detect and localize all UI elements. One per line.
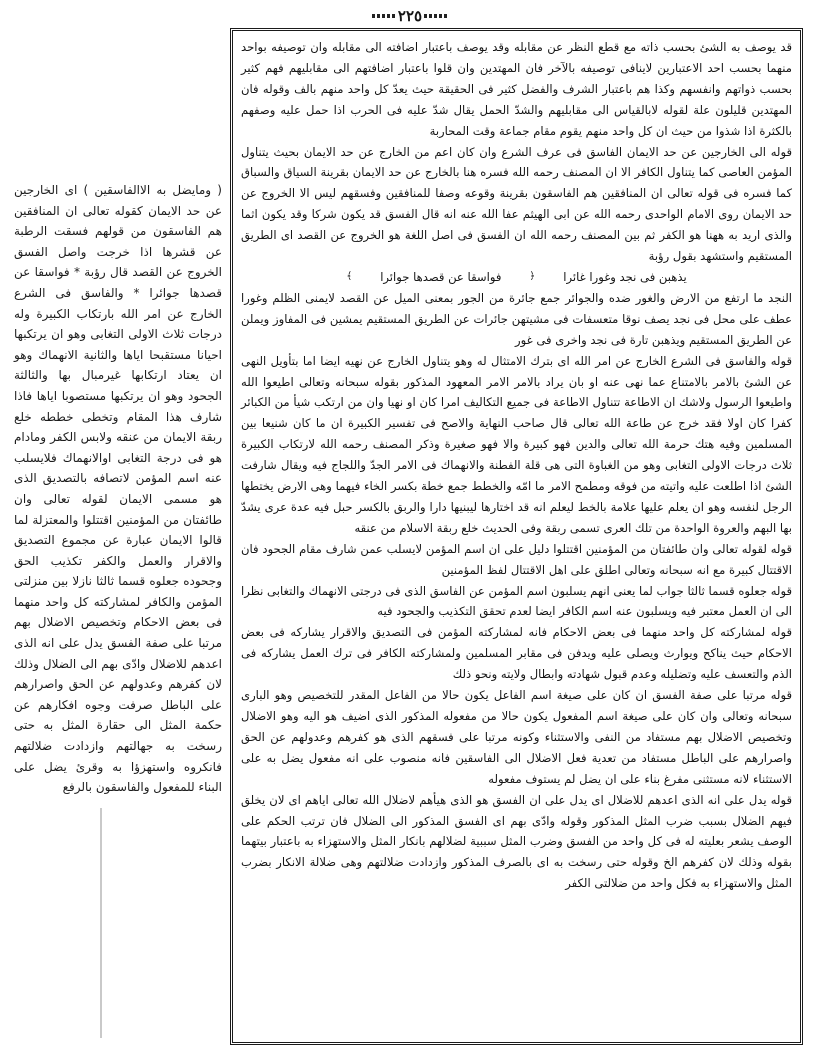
paragraph-3: النجد ما ارتفع من الارض والغور ضده والجوائر جمع جائرة من الجور بمعنى الميل عن القصد لايمنى الظلم وغورا عطف على محل فى نجد يصف نوقا متعسفات فى مشيتهن جائرات عن الطريق المستقيم يمشين فى المفاوز ويملن عن الطريق المستقيم ويذهبن تارة فى نجد واخرى فى غور [241,290,792,347]
paragraph-6: قوله جعلوه قسما ثالثا جواب لما يعنى انهم يسلبون اسم المؤمن عن الفاسق الذى فى درجتى الانهماك والتغابى نظرا الى ان العمل معتبر فيه ويسلبون عنه اسم الكافر ايضا لعدم تحقق التكذيب والجحود فيه [241,583,792,619]
verse-hemistich-2: فواسقا عن قصدها جوائرا [380,269,502,284]
paragraph-7: قوله لمشاركته كل واحد منهما فى بعض الاحكام فانه لمشاركته المؤمن فى التصديق والاقرار يشاركه فى بعض الاحكام حيث يناكح ويوارث ويصلى عليه ويدفن فى مقابر المسلمين ولمشاركته الكافر فى ترك العمل يشاركه فى الذم والتعسف عليه وتضليله وعدم قبول شهادته وابطال ولايته ونحو ذلك [241,625,792,682]
margin-divider [100,808,102,1038]
paragraph-5: قوله لقوله تعالى وان طائفتان من المؤمنين اقتتلوا دليل على ان اسم المؤمن لايسلب عمن شارف مقام الجحود فان الاقتتال كبيرة مع انه سبحانه وتعالى اطلق على اهل الاقتتال لفظ المؤمنين [241,541,792,577]
main-text [241,37,792,894]
paragraph-9: قوله يدل على انه الذى اعدهم للاضلال اى يدل على ان الفسق هو الذى هيأهم لاضلال الله تعالى اياهم اى لان يخلق فيهم الضلال بسبب ضرب المثل المذكور وقوله وادّى بهم اى الفسق المذكور الى الضلال فان ترتب الحكم على الوصف يشعر بعليته له فى كل واحد من الفسق وضرب المثل سببية لضلالهم بانكار المثل والاستهزاء به باعتبار بيتهما بقوله وذلك لان كفرهم الخ وقوله حتى رسخت به اى بالصرف المذكور وازدادت ضلالتهم وهى ضلالة الانكار بضرب المثل والاستهزاء به فكل واحد من ضلالتى الكفر [241,792,792,891]
poem-verse [241,267,792,288]
verse-end-mark: ﴾ [346,270,353,282]
paragraph-4: قوله والفاسق فى الشرع الخارج عن امر الله اى بترك الامتثال له وهو يتناول الخارج عن نهيه ايضا اما بتأويل النهى عن الشئ بالامر بالامتناع عما نهى عنه او بان يراد بالامر الامر المعهود المذكور بقوله سبحانه وتعالى اطيعوا الله واطيعوا الرسول ولاشك ان الاطاعة تتناول الاطاعة فى جميع التكاليف امرا كان او نهيا وان من ارتكب شيأ من الكبائر كفرا كان اولا فقد خرج عن طاعة الله تعالى قال صاحب النهاية والاصح فى تفسير الكبيرة ان ما كان شنيعا بين المسلمين وفيه هتك حرمة الله تعالى والدين فهو كبيرة والا فهو صغيرة وذكر المصنف رحمه الله لارتكاب الكبيرة ثلاث درجات الاولى التغابى وهو من الغباوة التى هى قلة الفطنة والانهماك فى الامر الجدّ واللجاج فيه ويقال شارفت الشئ اذا اطلعت عليه واتيته من فوقه ومطمح الامر ما امّه والخطط جمع خطة بكسر الخاء فيهما وهى الارض يختطها الرجل لنفسه وهو ان يعلم عليها علامة بالخط ليعلم انه قد اختارها ليبنيها دارا والربق بالكسر حبل فيه عدة عرى يشدّ بها البهم والعروة الواحدة من تلك العرى تسمى ربقة وفى الحديث خلع ربقة الاسلام من عنقه [241,353,792,535]
main-text-frame [230,28,803,1045]
paragraph-1: قد يوصف به الشئ بحسب ذاته مع قطع النظر عن مقابله وقد يوصف باعتبار اضافته الى مقابله وان توصيفه بواحد منهما بحسب احد الاعتبارين لاينافى توصيفه بالآخر فان المهتدين وان قلوا باعتبار اضافتهم الى مقابليهم فهم كثير بحسب ذواتهم وانفسهم وكذا هم باعتبار الشرف والفضل كثير فى الحقيقة حيث يعدّ كل واحد منهم بالف وقوله فان المهتدين قليلون علة لقوله لابالقياس الى مقابليهم والشدّ الحمل يقال شدّ عليه فى الحرب اذا حمل عليه وصفهم بالكثرة اذا شذوا من حيث ان كل واحد منهم يقوم مقام جماعة وقت المحاربة [241,40,792,138]
page-number: ٢٢٥ [372,7,448,25]
verse-hemistich-1: يذهبن فى نجد وغورا غائرا [563,269,687,284]
paragraph-2: قوله الى الخارجين عن حد الايمان الفاسق فى عرف الشرع وان كان اعم من الخارج عن حد الايمان بحيث يتناول المؤمن العاصى كما يتناول الكافر الا ان المصنف رحمه الله فسره هنا بالخارج عن حد الايمان بقرينة السياق والسباق كما فسره فى قوله تعالى ان المنافقين هم الفاسقون بقرينة وقوعه وصفا للمنافقين وفسقهم ليس الا الخروج عن حد الايمان روى الامام الواحدى رحمه الله عن ابى الهيثم عفا الله عنه انه قال الفسق قد يكون شركا وقد يكون اثما والذى اريد به ههنا هو الكفر ثم بين المصنف رحمه الله ان الفسق فى اصل اللغة هو الخروج عن القصد اى الطريق المستقيم واستشهد بقول رؤبة [241,144,792,264]
page-header [0,6,820,28]
margin-commentary: ( ومايضل به الاالفاسقين ) اى الخارجين عن حد الايمان كقوله تعالى ان المنافقين هم الفاسقون من قولهم فسقت الرطبة عن قشرها اذا خرجت واصل الفسق الخروج عن القصد قال رؤبة * فواسقا عن قصدها جوائرا * والفاسق فى الشرع الخارج عن امر الله بارتكاب الكبيرة وله درجات ثلاث الاولى التغابى وهو ان يرتكبها احيانا مستقبحا اياها والثانية الانهماك وهو ان يعتاد ارتكابها غيرمبال بها والثالثة الجحود وهو ان يرتكبها مستصوبا اياها فاذا شارف هذا المقام وتخطى خططه خلع ربقة الايمان من عنقه ولابس الكفر ومادام هو فى درجة التغابى اوالانهماك فلايسلب عنه اسم المؤمن لاتصافه بالتصديق الذى هو مسمى الايمان لقوله تعالى وان طائفتان من المؤمنين اقتتلوا والمعتزلة لما قالوا الايمان عبارة عن مجموع التصديق والاقرار والعمل والكفر تكذيب الحق وجحوده جعلوه قسما ثالثا نازلا بين منزلتى المؤمن والكافر لمشاركته كل واحد منهما فى بعض الاحكام وتخصيص الاضلال بهم مرتبا على صفة الفسق يدل على انه الذى اعدهم للاضلال وادّى بهم الى الضلال وذلك لان كفرهم وعدولهم عن الحق واصرارهم على الباطل صرفت وجوه افكارهم عن حكمة المثل الى حقارة المثل به حتى رسخت به جهالتهم وازدادت ضلالتهم فانكروه واستهزؤا به وقرئ يضل على البناء للمفعول والفاسقون بالرفع [14,183,222,795]
verse-separator: ﴿ [529,270,536,282]
paragraph-8: قوله مرتبا على صفة الفسق ان كان على صيغة اسم الفاعل يكون حالا من الفاعل المقدر للتخصيص وهو البارى سبحانه وتعالى وان كان على صيغة اسم المفعول يكون حالا من مفعوله المذكور الذى اضيف هو اليه وهو الاضلال وتخصيص الاضلال بهم مستفاد من النفى والاستثناء وكونه مرتبا على فسقهم الذى هو كفرهم وعدولهم عن الحق واصرارهم على الباطل مستفاد من تعدية فعل الاضلال الى الفاسقين فانه منصوب على انه مفعول يضل به على الاستثناء لانه مستثنى مفرغ بناء على ان يضل لم يستوف مفعوله [241,688,792,786]
